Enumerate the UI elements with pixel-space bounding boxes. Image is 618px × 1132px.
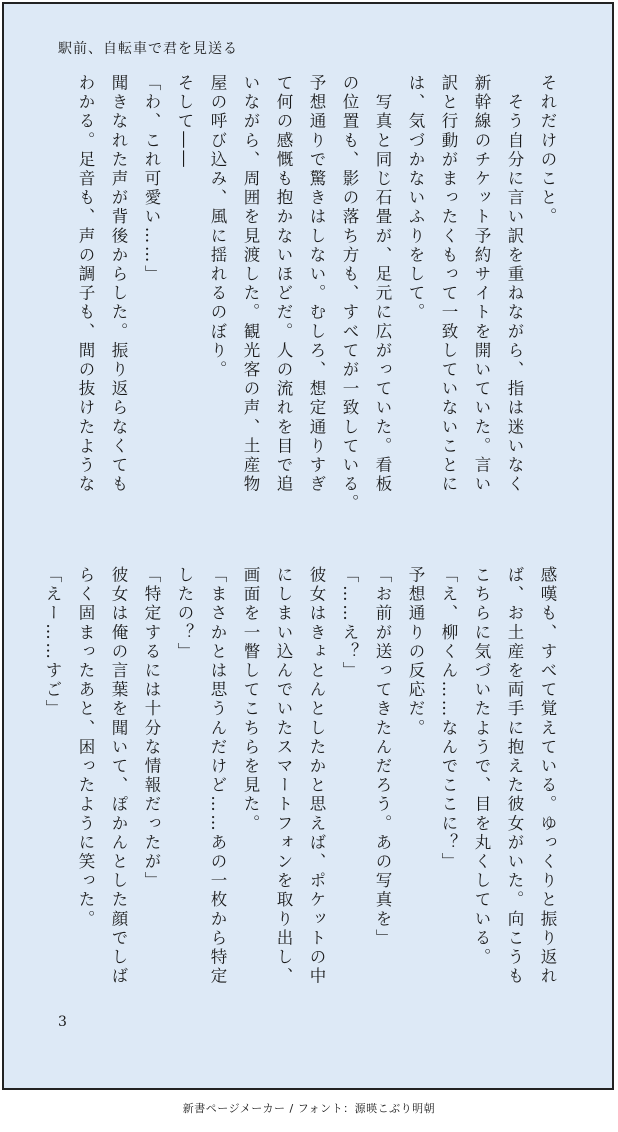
text-line: 予想通りの反応だ。 — [406, 566, 425, 738]
text-line: 彼女はきょとんとしたかと思えば、ポケットの中 — [307, 566, 326, 987]
text-line: 「特定するには十分な情報だったが」 — [142, 566, 161, 891]
text-line: 「え、柳くん……なんでここに？」 — [439, 566, 458, 872]
text-line: 屋の呼び込み、風に揺れるのぼり。 — [208, 74, 227, 380]
text-line: 「……え？」 — [340, 566, 359, 681]
text-line: 新幹線のチケット予約サイトを開いていた。言い — [472, 74, 491, 495]
text-line: 訳と行動がまったくもって一致していないことに — [439, 74, 458, 495]
book-page — [2, 2, 614, 1090]
footer-credit: 新書ページメーカー / フォント：源暎こぶり明朝 — [182, 1102, 436, 1115]
text-line: 「わ、これ可愛い……」 — [142, 74, 161, 285]
text-line: 写真と同じ石畳が、足元に広がっていた。看板 — [373, 74, 392, 495]
text-line: いながら、周囲を見渡した。観光客の声、土産物 — [241, 74, 260, 495]
text-line: 画面を一瞥してこちらを見た。 — [241, 566, 260, 834]
text-block-upper — [54, 74, 564, 534]
text-line: したの？」 — [175, 566, 194, 662]
text-line: ば、お土産を両手に抱えた彼女がいた。向こうも — [505, 566, 524, 987]
text-line: らく固まったあと、困ったように笑った。 — [76, 566, 95, 929]
text-line: そして―― — [175, 74, 194, 170]
text-line: て何の感慨も抱かないほどだ。人の流れを目で追 — [274, 74, 293, 495]
text-line: 聞きなれた声が背後からした。振り返らなくても — [109, 74, 128, 495]
text-line: わかる。足音も、声の調子も、間の抜けたような — [76, 74, 95, 495]
chapter-title: 駅前、自転車で君を見送る — [58, 41, 238, 57]
text-line: 感嘆も、すべて覚えている。ゆっくりと振り返れ — [538, 566, 557, 987]
text-line: それだけのこと。 — [538, 74, 557, 227]
text-line: にしまい込んでいたスマートフォンを取り出し、 — [274, 566, 293, 987]
text-line: 予想通りで驚きはしない。むしろ、想定通りすぎ — [307, 74, 326, 495]
text-block-lower — [43, 566, 564, 1006]
text-line: の位置も、影の落ち方も、すべてが一致している。 — [340, 74, 359, 514]
text-line: そう自分に言い訳を重ねながら、指は迷いなく — [505, 74, 524, 495]
text-line: こちらに気づいたようで、目を丸くしている。 — [472, 566, 491, 968]
text-line: 「まさかとは思うんだけど……あの一枚から特定 — [208, 566, 227, 987]
text-line: 彼女は俺の言葉を聞いて、ぽかんとした顔でしば — [109, 566, 128, 987]
text-line: 「お前が送ってきたんだろう。あの写真を」 — [373, 566, 392, 948]
text-line: 「えー……すご」 — [43, 566, 62, 719]
page-number: 3 — [58, 1014, 67, 1030]
text-line: は、気づかないふりをして。 — [406, 74, 425, 323]
